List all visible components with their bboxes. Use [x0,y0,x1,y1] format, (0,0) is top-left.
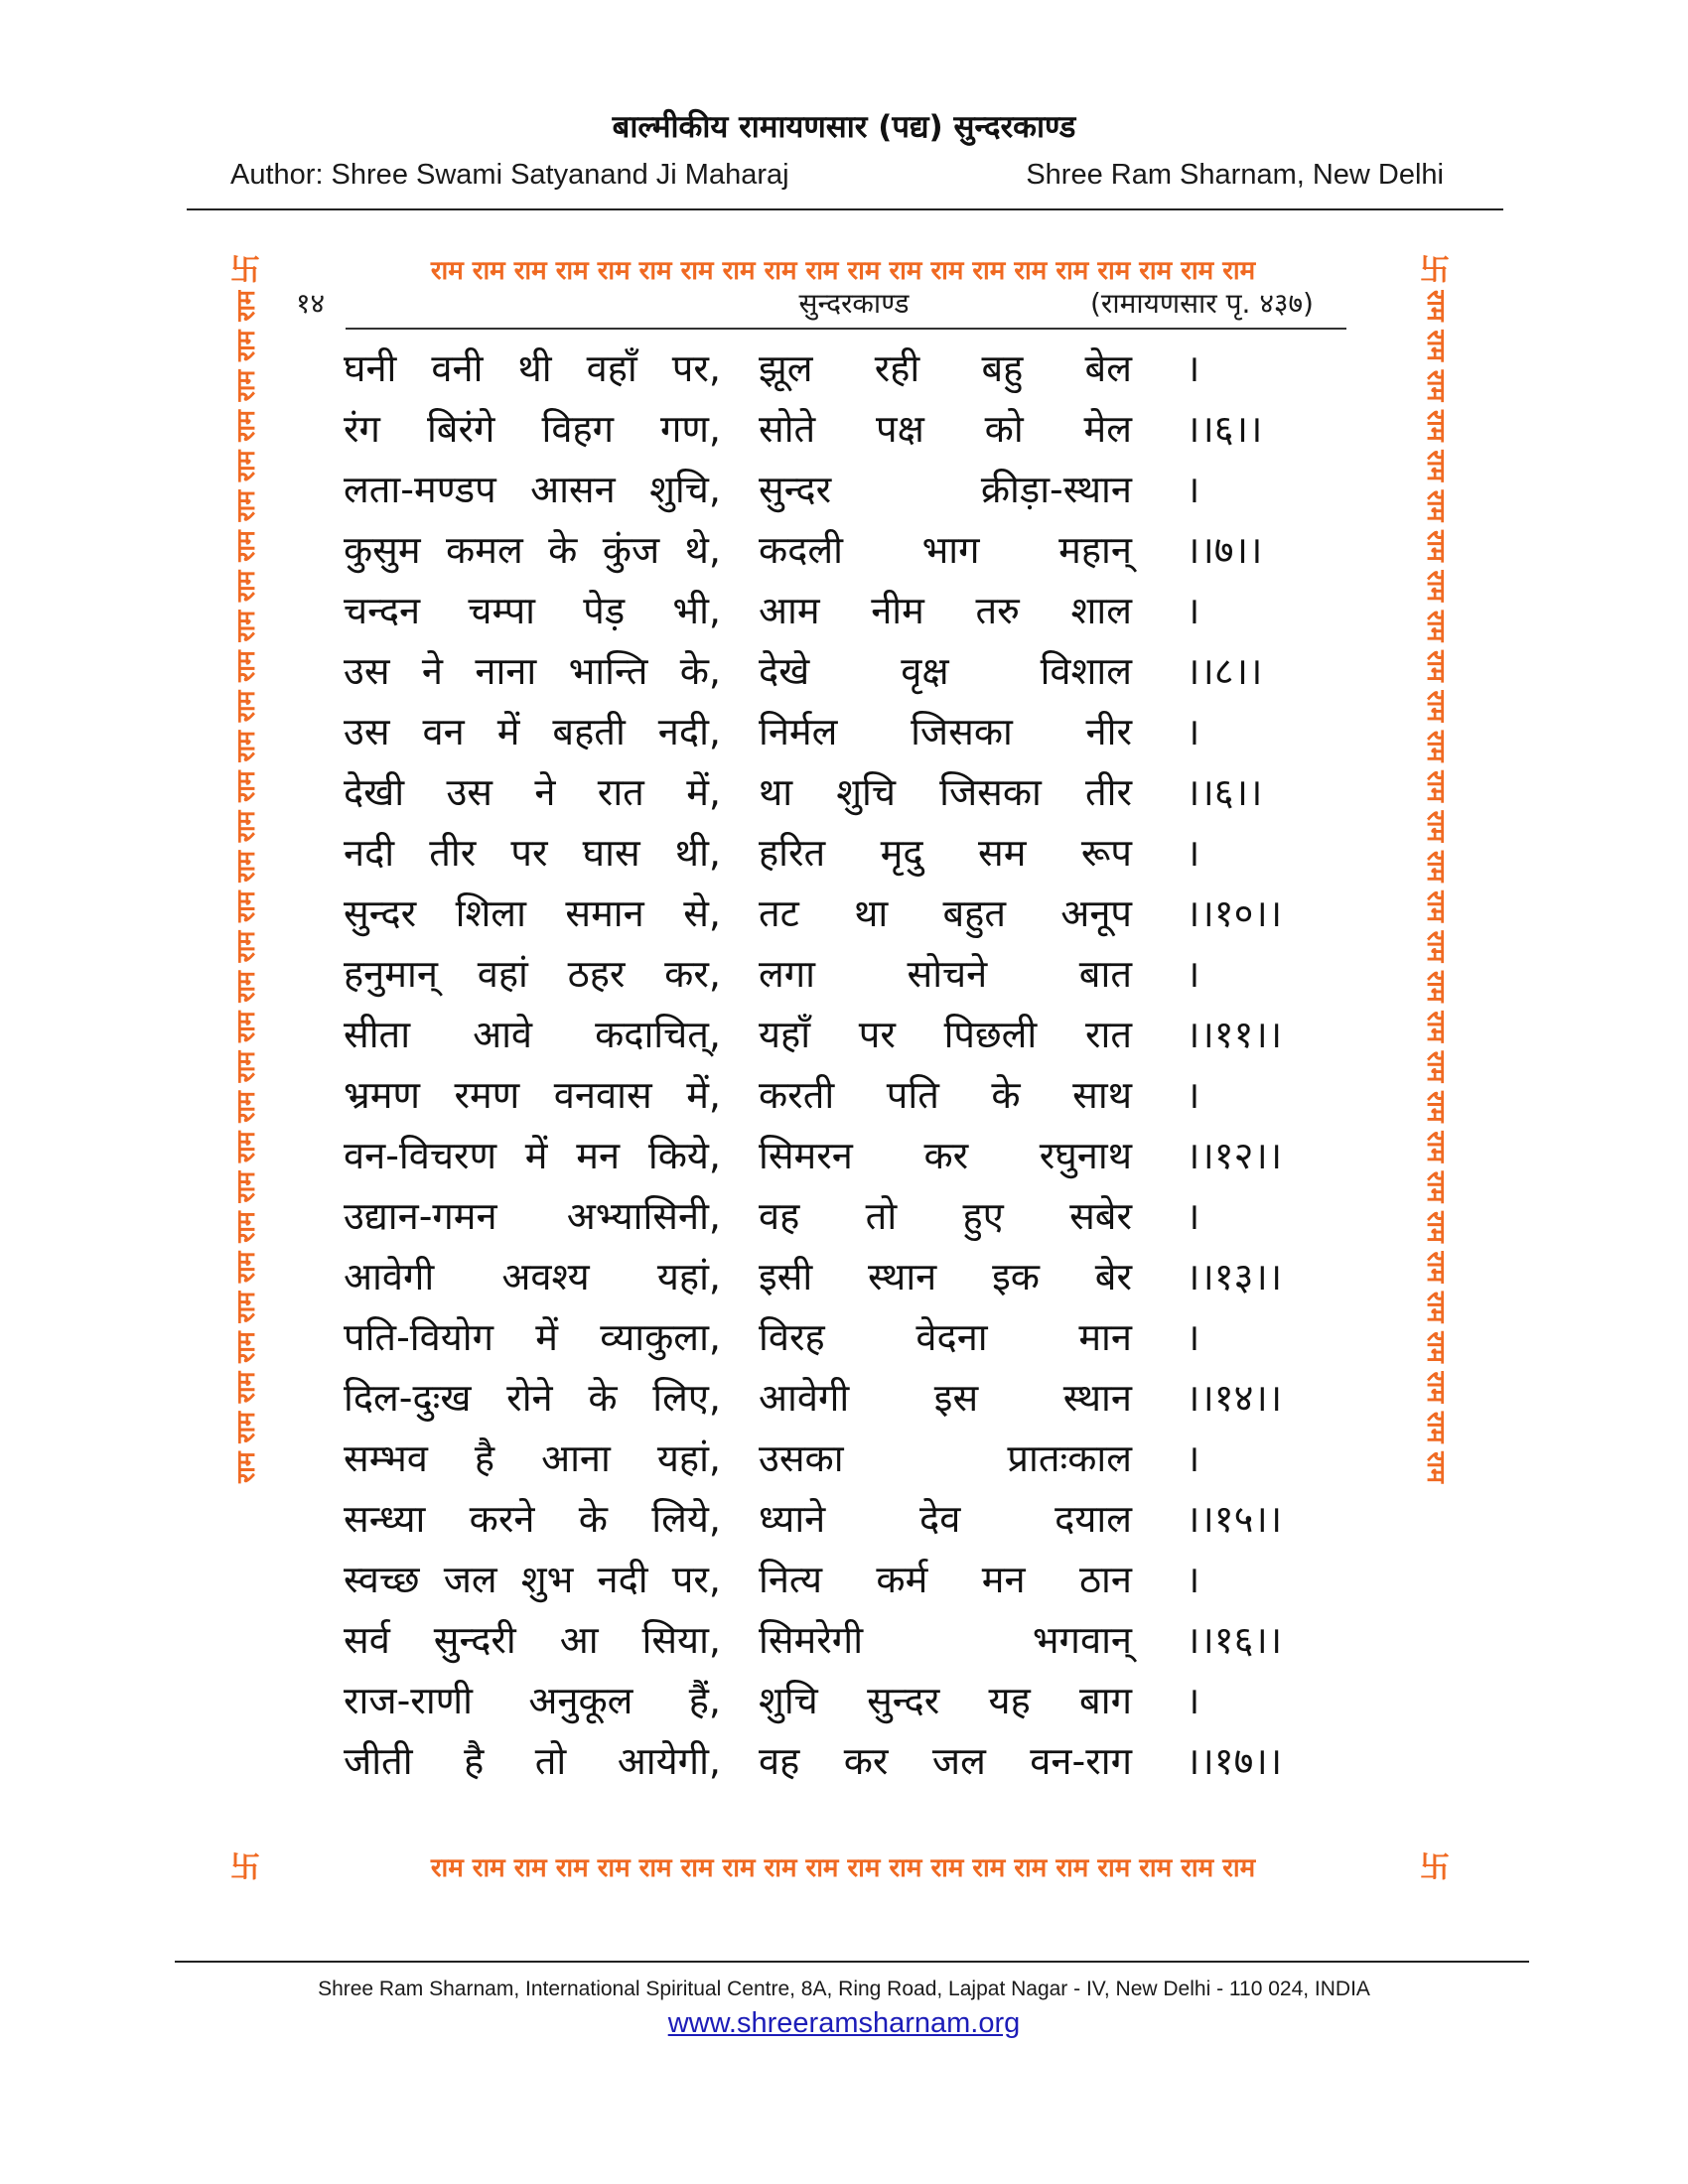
verse-number: । [1186,1558,1200,1601]
verse-line [344,1005,1356,1065]
verse-second-half: हरित मृदु सम रूप [759,831,1132,875]
verse-first-half: सर्व सुन्दरी आ सिया, [344,1618,721,1662]
verse-second-half: इसी स्थान इक बेर [759,1255,1132,1298]
verse-line [344,1307,1356,1368]
verse-first-half: दिल-दुःख रोने के लिए, [344,1376,721,1420]
verse-second-half: झूल रही बहु बेल [759,346,1132,390]
book-page-number: १४ [296,287,326,320]
verse-line [344,1186,1356,1247]
verse-number: ।।८।। [1186,649,1263,693]
verse-number: । [1186,1436,1200,1480]
verse-number: ।।७।। [1186,528,1263,572]
verse-line [344,1731,1356,1792]
source-reference: (रामायणसार पृ. ४३७) [1090,287,1314,320]
ram-border-bottom: राम राम राम राम राम राम राम राम राम राम राम राम राम राम राम राम राम राम राम राम [430,1853,1256,1883]
verse-number: ।।१५।। [1186,1497,1283,1541]
verse-line [344,339,1356,399]
verse-number: ।।१२।। [1186,1134,1283,1177]
verse-first-half: सीता आवे कदाचित्, [344,1013,721,1056]
verse-number: । [1186,346,1200,390]
verse-second-half: करती पति के साथ [759,1073,1132,1117]
verse-first-half: स्वच्छ जल शुभ नदी पर, [344,1558,721,1601]
header-divider [187,208,1503,210]
chapter-header-rule [346,328,1346,330]
verse-second-half: विरह वेदना मान [759,1315,1132,1359]
footer-address: Shree Ram Sharnam, International Spiritual Centre, 8A, Ring Road, Lajpat Nagar - IV, New Delhi - 110 024, INDIA [318,1978,1370,2000]
verse-line [344,520,1356,581]
verse-number: । [1186,468,1200,511]
publisher-line: Shree Ram Sharnam, New Delhi [1026,159,1444,191]
verse-second-half: निर्मल जिसका नीर [759,710,1132,753]
verse-number: । [1186,1679,1200,1722]
verse-first-half: वन-विचरण में मन किये, [344,1134,721,1177]
verse-second-half: सोते पक्ष को मेल [759,407,1132,451]
verse-line [344,702,1356,762]
verse-second-half: था शुचि जिसका तीर [759,770,1132,814]
website-link[interactable]: www.shreeramsharnam.org [667,2007,1021,2039]
ram-border-right [1420,290,1454,1850]
verse-second-half: सिमरेगी भगवान् [759,1618,1132,1662]
verse-line [344,1126,1356,1186]
verse-number: ।।११।। [1186,1013,1283,1056]
verse-first-half: रंग बिरंगे विहग गण, [344,407,721,451]
verse-second-half: उसका प्रातःकाल [759,1436,1132,1480]
verse-second-half: वह तो हुए सबेर [759,1194,1132,1238]
verse-second-half: नित्य कर्म मन ठान [759,1558,1132,1601]
verse-first-half: भ्रमण रमण वनवास में, [344,1073,721,1117]
verse-number: ।।६।। [1186,770,1263,814]
verse-first-half: उस वन में बहती नदी, [344,710,721,753]
ram-border-top: राम राम राम राम राम राम राम राम राम राम राम राम राम राम राम राम राम राम राम राम [430,256,1256,286]
verse-second-half: शुचि सुन्दर यह बाग [759,1679,1132,1722]
swastika-corner-icon: 卐 [230,1850,260,1885]
swastika-corner-icon: 卐 [1420,1850,1450,1885]
verse-first-half: पति-वियोग में व्याकुला, [344,1315,721,1359]
verse-number: ।।१४।। [1186,1376,1283,1420]
chapter-name: सुन्दरकाण्ड [798,287,910,320]
verse-first-half: आवेगी अवश्य यहां, [344,1255,721,1298]
verse-number: ।।६।। [1186,407,1263,451]
swastika-corner-icon: 卐 [230,253,260,288]
verse-first-half: लता-मण्डप आसन शुचि, [344,468,721,511]
verse-line [344,1610,1356,1671]
verse-first-half: कुसुम कमल के कुंज थे, [344,528,721,572]
swastika-corner-icon: 卐 [1420,253,1450,288]
verse-number: ।।१०।। [1186,891,1283,935]
verse-second-half: सिमरन कर रघुनाथ [759,1134,1132,1177]
verse-number: ।।१३।। [1186,1255,1283,1298]
verse-line [344,884,1356,944]
verse-line [344,1550,1356,1610]
page-title: बाल्मीकीय रामायणसार (पद्य) सुन्दरकाण्ड [612,109,1076,145]
verse-number: । [1186,952,1200,996]
ram-border-right-text: राम राम राम राम राम राम राम राम राम राम राम राम राम राम राम राम राम राम राम राम राम राम राम राम राम राम राम राम राम राम [1422,290,1451,1483]
verse-number: ।।१७।। [1186,1739,1283,1783]
verse-first-half: सन्ध्या करने के लिये, [344,1497,721,1541]
verse-line [344,1368,1356,1429]
verse-first-half: नदी तीर पर घास थी, [344,831,721,875]
verse-line [344,1065,1356,1126]
verse-second-half: वह कर जल वन-राग [759,1739,1132,1783]
verse-line [344,823,1356,884]
verse-number: । [1186,1073,1200,1117]
verse-number: । [1186,589,1200,632]
verse-number: । [1186,710,1200,753]
verse-line [344,1671,1356,1731]
verse-second-half: सुन्दर क्रीड़ा-स्थान [759,468,1132,511]
verse-first-half: राज-राणी अनुकूल हैं, [344,1679,721,1722]
verse-second-half: यहाँ पर पिछली रात [759,1013,1132,1056]
verse-number: । [1186,831,1200,875]
verse-second-half: आम नीम तरु शाल [759,589,1132,632]
verse-line [344,762,1356,823]
verse-second-half: आवेगी इस स्थान [759,1376,1132,1420]
ram-border-left [230,290,264,1850]
verse-first-half: सम्भव है आना यहां, [344,1436,721,1480]
ram-border-left-text: राम राम राम राम राम राम राम राम राम राम राम राम राम राम राम राम राम राम राम राम राम राम राम राम राम राम राम राम राम राम [231,290,260,1483]
verse-line [344,944,1356,1005]
verse-number: ।।१६।। [1186,1618,1283,1662]
verse-number: । [1186,1194,1200,1238]
verse-line [344,399,1356,460]
verse-number: । [1186,1315,1200,1359]
verse-first-half: देखी उस ने रात में, [344,770,721,814]
verse-line [344,641,1356,702]
verse-second-half: कदली भाग महान् [759,528,1132,572]
verse-second-half: ध्याने देव दयाल [759,1497,1132,1541]
verse-line [344,1247,1356,1307]
verse-list [344,339,1356,1792]
verse-first-half: जीती है तो आयेगी, [344,1739,721,1783]
verse-second-half: तट था बहुत अनूप [759,891,1132,935]
verse-first-half: सुन्दर शिला समान से, [344,891,721,935]
verse-second-half: लगा सोचने बात [759,952,1132,996]
author-line: Author: Shree Swami Satyanand Ji Maharaj [230,159,789,191]
verse-line [344,1429,1356,1489]
verse-first-half: उस ने नाना भान्ति के, [344,649,721,693]
verse-line [344,581,1356,641]
verse-line [344,1489,1356,1550]
verse-first-half: चन्दन चम्पा पेड़ भी, [344,589,721,632]
verse-line [344,460,1356,520]
verse-first-half: उद्यान-गमन अभ्यासिनी, [344,1194,721,1238]
footer-divider [175,1961,1529,1963]
verse-first-half: घनी वनी थी वहाँ पर, [344,346,721,390]
verse-second-half: देखे वृक्ष विशाल [759,649,1132,693]
verse-first-half: हनुमान् वहां ठहर कर, [344,952,721,996]
